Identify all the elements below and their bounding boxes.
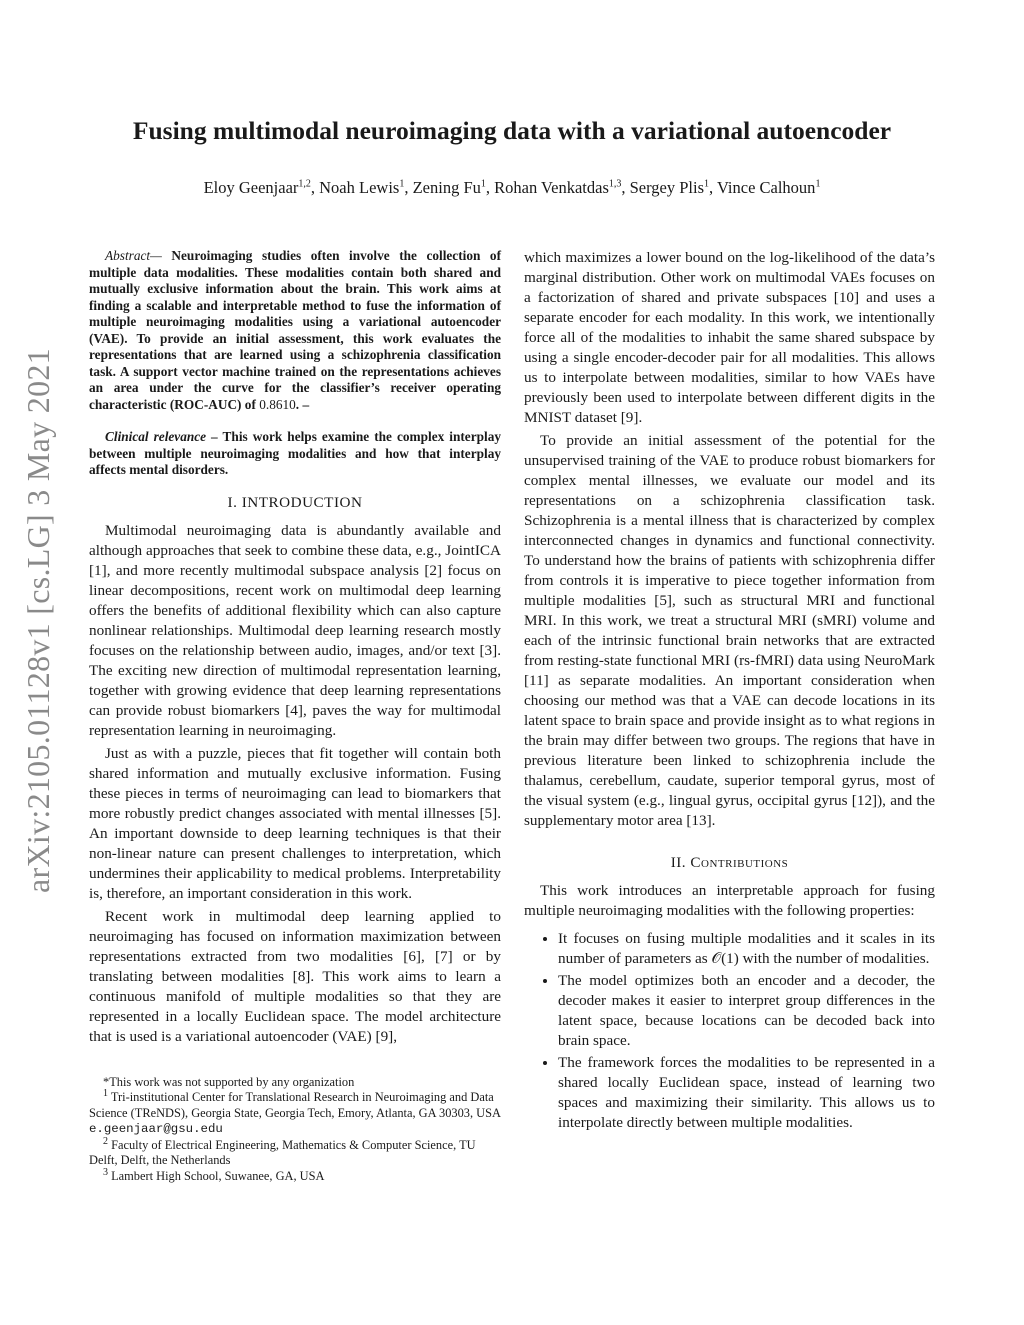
author-name: Zening Fu — [412, 178, 481, 197]
list-item-text: with the number of modalities. — [738, 950, 930, 967]
author-name: Eloy Geenjaar — [203, 178, 299, 197]
abstract-end: . – — [295, 396, 310, 412]
body-paragraph: which maximizes a lower bound on the log-likelihood of the data’s marginal distribution. Other work on multimodal VAEs focuses on a factorization of shared and private subspaces [10] and uses a separate encoder for each modality. In this work, we intentionally force all of the modalities to inhabit the same shared subspace by using a single encoder-decoder pair for all modalities. This allows us to interpolate between modalities, similar to how VAEs have previously been used to interpolate between different digits in the MNIST dataset [9]. — [524, 249, 935, 426]
footnote-mark: 2 — [103, 1135, 108, 1147]
author-affiliation: 1 — [815, 178, 821, 190]
body-paragraph: This work introduces an interpretable approach for fusing multiple neuroimaging modalities with the following properties: — [524, 882, 935, 919]
abstract-auc-value: 0.8610 — [259, 396, 296, 412]
abstract — [89, 248, 501, 413]
arxiv-side-identifier-container — [2, 270, 74, 970]
author-name: Sergey Plis — [629, 178, 705, 197]
complexity-notation: 𝒪(1) — [711, 950, 739, 967]
paper-title: Fusing multimodal neuroimaging data with a variational autoencoder — [132, 116, 892, 145]
footnote — [89, 1166, 501, 1185]
section-heading-contributions: II. Contributions — [670, 854, 789, 871]
contributions-list — [524, 929, 935, 1133]
footnotes — [89, 1075, 501, 1185]
author-name: Rohan Venkatdas — [494, 178, 609, 197]
author-name: Vince Calhoun — [716, 178, 816, 197]
footnote — [89, 1087, 501, 1138]
body-paragraph: Recent work in multimodal deep learning applied to neuroimaging has focused on information maximization between representations extracted from two modalities [6], [7] or by translating between modalities [8]. This work aims to learn a continuous manifold of multiple modalities so that they are represented in a locally Euclidean space. The model architecture that is used is a variational autoencoder (VAE) [9], — [89, 907, 501, 1045]
list-item: • The framework forces the modalities to be represented in a shared locally Euclidean space, instead of learning two spaces and maximizing their similarity. This allows us to interpolate directly between multiple modalities. — [558, 1053, 935, 1133]
author-affiliation: 1 — [704, 178, 710, 190]
author-affiliation: 1 — [480, 178, 486, 190]
author-affiliation: 1 — [399, 178, 405, 190]
footnote-mark: 3 — [103, 1166, 108, 1178]
footnote-text: Tri-institutional Center for Translational Research in Neuroimaging and Data Science (TReNDS), Georgia State, Georgia Tech, Emory, Atlanta, GA 30303, USA — [89, 1090, 501, 1120]
clinical-label: Clinical relevance – — [105, 429, 218, 444]
footnote-text: Lambert High School, Suwanee, GA, USA — [108, 1169, 325, 1184]
footnote — [89, 1135, 501, 1169]
list-item: • The model optimizes both an encoder and a decoder, the decoder makes it easier to interpret group differences in the latent space, because locations can be decoded back into brain space. — [558, 971, 935, 1051]
body-paragraph: Multimodal neuroimaging data is abundantly available and although approaches that seek to combine these data, e.g., JointICA [1], and more recently multimodal subspace analysis [2] focus on linear decompositions, recent work on multimodal deep learning offers the benefits of additional flexibility which can also capture nonlinear relationships. Multimodal deep learning research mostly focuses on the relationship between audio, images, and/or text [3]. The exciting new direction of multimodal representation learning, together with growing evidence that deep learning representations can provide robust biomarkers [4], paves the way for multimodal representation learning in neuroimaging. — [89, 521, 501, 739]
clinical-relevance — [89, 429, 501, 479]
right-column — [524, 248, 935, 1135]
author-name: Noah Lewis — [319, 178, 400, 197]
section-heading-introduction: I. INTRODUCTION — [227, 493, 363, 511]
arxiv-identifier: arXiv:2105.01128v1 [cs.LG] 3 May 2021 — [19, 347, 56, 893]
list-item-text: It focuses on fusing multiple modalities and it scales in its number of parameters as — [558, 930, 935, 967]
abstract-text: Neuroimaging studies often involve the collection of multiple data modalities. These modalities contain both shared and mutually exclusive information about the brain. This work aims at finding a scalable and interpretable method to fuse the information of multiple neuroimaging modalities using a variational autoencoder (VAE). To provide an initial assessment, this work evaluates the representations that are learned using a schizophrenia classification task. A support vector machine trained on the representations achieves an area under the curve for the classifier’s receiver operating characteristic (ROC-AUC) of — [89, 248, 501, 412]
left-column — [89, 248, 501, 1185]
list-item — [558, 929, 935, 969]
clinical-text: This work helps examine the complex interplay between multiple neuroimaging modalities and how that interplay affects mental disorders. — [89, 429, 501, 477]
body-paragraph: To provide an initial assessment of the potential for the unsupervised training of the VAE to produce robust biomarkers for complex mental illnesses, we evaluate our model and its representations on a schizophrenia classification task. Schizophrenia is a mental illness that is characterized by complex interconnected changes in dynamics and functional connectivity. To understand how the brains of patients with schizophrenia differ from controls it is imperative to piece together information from multiple modalities [5], such as structural MRI and functional MRI. In this work, we treat a structural MRI (sMRI) volume and each of the intrinsic functional brain networks that are extracted from resting-state functional MRI (rs-fMRI) data using NeuroMark [11] as separate modalities. An important consideration when choosing our method was that a VAE can decode locations in its latent space to brain space and provide insight as to what regions in the brain may differ between two groups. The regions that have in previous literature been linked to schizophrenia include the thalamus, cerebellum, caudate, superior temporal gyrus, most of the visual system (e.g., lingual gyrus, occipital gyrus [12]), and the supplementary motor area [13]. — [524, 432, 935, 829]
footnote-text: Faculty of Electrical Engineering, Mathematics & Computer Science, TU Delft, Delft, the Netherlands — [89, 1137, 476, 1168]
footnote-mark: 1 — [103, 1087, 108, 1099]
abstract-label: Abstract— — [105, 248, 162, 263]
body-paragraph: Just as with a puzzle, pieces that fit together will contain both shared information and mutually exclusive information. Fusing these pieces in terms of neuroimaging can lead to biomarkers that more robustly predict changes associated with mental illnesses [5]. An important downside to deep learning techniques is that their non-linear nature can present challenges to interpretation, which undermines their applicability to medical problems. Interpretability is, therefore, an important consideration in this work. — [89, 744, 501, 902]
author-affiliation: 1,3 — [608, 178, 622, 190]
author-affiliation: 1,2 — [298, 178, 311, 190]
author-email: e.geenjaar@gsu.edu — [89, 1122, 223, 1137]
author-list: Eloy Geenjaar$^{1,2}$, Noah Lewis$^1$, Zening Fu$^1$, Rohan Venkatdas$^{1,3}$, Sergey Plis$^1$, Vince Calhoun$^1$ — [203, 178, 821, 197]
footnote: *This work was not supported by any organization — [103, 1074, 355, 1089]
